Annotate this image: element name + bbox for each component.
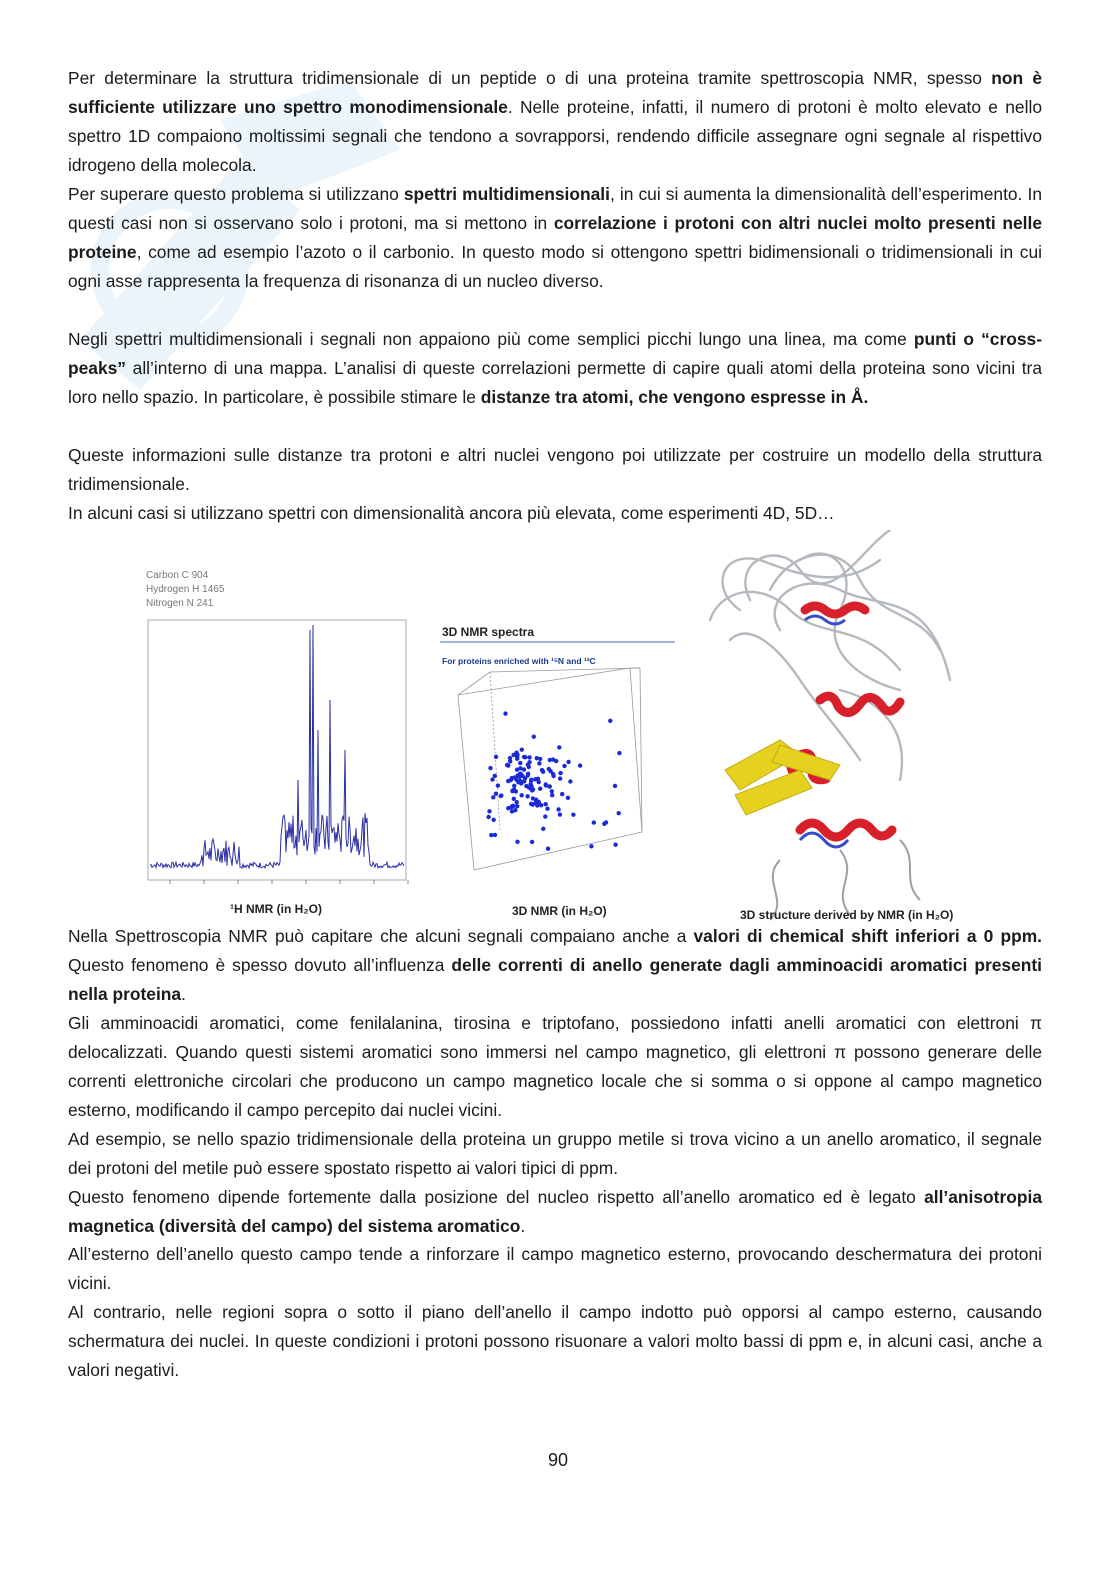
cross-peak (544, 802, 548, 806)
spectrum-frame (148, 620, 406, 880)
cross-peak (515, 800, 519, 804)
paragraph (68, 441, 1042, 499)
paragraph (68, 1183, 1042, 1241)
text-run: All’esterno dell’anello questo campo tende a rinforzare il campo magnetico esterno, provocando deschermatura dei protoni vicini. (68, 1244, 1042, 1293)
paragraph (68, 180, 1042, 296)
cross-peak (512, 784, 516, 788)
text-run: . (181, 984, 186, 1004)
cross-peak (544, 782, 548, 786)
bold-text: all’anisotropia magnetica (diversità del campo) del sistema aromatico (68, 1187, 1042, 1236)
paragraph (68, 64, 1042, 180)
cross-peak (547, 767, 551, 771)
cross-peak (543, 814, 547, 818)
cross-peak (506, 763, 510, 767)
cross-peak (578, 763, 582, 767)
cross-peak (515, 840, 519, 844)
spectrum-x-ticks (170, 880, 408, 884)
nmr-figure (140, 530, 990, 930)
text-run: , in cui si aumenta la dimensionalità dell’esperimento. In questi casi non si osservano solo i protoni, ma si mettono in (68, 184, 1043, 233)
paragraph (68, 499, 1042, 528)
cross-peak (557, 745, 561, 749)
cross-peak (522, 755, 526, 759)
text-run: . Nelle proteine, infatti, il numero di protoni è molto elevato e nello spettro 1D compaiono moltissimi segnali che tendono a sovrapporsi, rendendo difficile assegnare ogni segnale al rispettivo idrogeno della molecola. (68, 97, 1042, 175)
text-run: . (520, 1216, 526, 1236)
panel2-title: 3D NMR spectra (442, 625, 535, 639)
cross-peak (566, 796, 570, 800)
cross-peak (538, 787, 542, 791)
cross-peak (592, 820, 596, 824)
cross-peak (534, 798, 538, 802)
panel-1h-spectrum (146, 570, 408, 884)
bold-text: valori di chemical shift inferiori a 0 ppm. (693, 926, 1042, 946)
text-run: Per determinare la struttura tridimensionale di un peptide o di una proteina tramite spettroscopia NMR, spesso (68, 68, 992, 88)
cross-peak (499, 794, 503, 798)
cross-peak (568, 779, 572, 783)
cross-peak (486, 815, 490, 819)
cross-peak (515, 804, 519, 808)
cross-peak (539, 803, 543, 807)
cross-peak (551, 757, 555, 761)
panel-3d-structure (710, 530, 950, 920)
text-run: Questo fenomeno è spesso dovuto all’influenza (68, 955, 452, 975)
cross-peak (520, 774, 524, 778)
caption-3d-structure: 3D structure derived by NMR (in H₂O) (740, 908, 954, 922)
cross-peak (503, 711, 507, 715)
bold-text: correlazione i protoni con altri nuclei molto presenti nelle proteine (68, 213, 1042, 262)
cross-peak (558, 776, 562, 780)
composition-hydrogen: Hydrogen H 1465 (146, 584, 225, 595)
cross-peak (533, 777, 537, 781)
cross-peak (513, 808, 517, 812)
cross-peak (547, 784, 551, 788)
cross-peak (537, 761, 541, 765)
cross-peak (545, 807, 549, 811)
text-run: , come ad esempio l’azoto o il carbonio. In questo modo si ottengono spettri bidimensionali o tridimensionali in cui ogni asse rappresenta la frequenza di risonanza di un nucleo diverso. (68, 242, 1042, 291)
cross-peak (532, 735, 536, 739)
text-run: In alcuni casi si utilizzano spettri con dimensionalità ancora più elevata, come esperimenti 4D, 5D… (68, 503, 835, 523)
cross-peak (496, 783, 500, 787)
cross-peak (487, 809, 491, 813)
cross-peak (613, 843, 617, 847)
nmr-figure-graphic (140, 530, 990, 930)
text-run: Queste informazioni sulle distanze tra protoni e altri nuclei vengono poi utilizzate per costruire un modello della struttura tridimensionale. (68, 445, 1042, 494)
panel2-subtitle: For proteins enriched with ¹⁵N and ¹³C (442, 656, 596, 666)
cross-peak (537, 780, 541, 784)
coil-ensemble (710, 530, 950, 780)
cross-peak (551, 772, 555, 776)
cross-peak (524, 784, 528, 788)
cross-peak (608, 719, 612, 723)
cross-peak (514, 789, 518, 793)
cross-peak (558, 812, 562, 816)
text-run: Gli amminoacidi aromatici, come fenilalanina, tirosina e triptofano, possiedono infatti anelli aromatici con elettroni π delocalizzati. Quando questi sistemi aromatici sono immersi nel campo magnetico, gli elettroni π possono generare delle correnti elettroniche circolari che producono un campo magnetico locale che si somma o si oppone al campo magnetico esterno, modificando il campo percepito dai nuclei vicini. (68, 1013, 1042, 1120)
cross-peak (617, 751, 621, 755)
cross-peak (562, 764, 566, 768)
cross-peak (527, 760, 531, 764)
cross-peak (527, 755, 531, 759)
cross-peak (512, 797, 516, 801)
cross-peak (516, 774, 520, 778)
cross-peak (589, 844, 593, 848)
text-run: Per superare questo problema si utilizzano (68, 184, 404, 204)
cross-peak (550, 793, 554, 797)
text-run: Questo fenomeno dipende fortemente dalla posizione del nucleo rispetto all’anello aromatico ed è legato (68, 1187, 925, 1207)
cross-peak (541, 827, 545, 831)
paragraph (68, 1125, 1042, 1183)
paragraph (68, 325, 1042, 412)
text-run: Ad esempio, se nello spazio tridimensionale della proteina un gruppo metile si trova vicino a un anello aromatico, il segnale dei protoni del metile può essere spostato rispetto ai valori tipici di ppm. (68, 1129, 1042, 1178)
paragraph (68, 1240, 1042, 1298)
cross-peak (535, 756, 539, 760)
cross-peak (530, 840, 534, 844)
paragraph (68, 922, 1042, 1009)
cross-peak (515, 755, 519, 759)
panel-3d-nmr (440, 625, 675, 870)
cross-peak (558, 771, 562, 775)
text-run: Al contrario, nelle regioni sopra o sotto il piano dell’anello il campo indotto può opporsi al campo esterno, causando schermatura dei nuclei. In queste condizioni i protoni possono risuonare a valori molto bassi di ppm e, in alcuni casi, anche a valori negativi. (68, 1302, 1042, 1380)
cross-peak (488, 766, 492, 770)
text-run: all’interno di una mappa. L’analisi di queste correlazioni permette di capire quali atomi della proteina sono vicini tra loro nello spazio. In particolare, è possibile stimare le (68, 358, 1042, 407)
cross-peak (571, 813, 575, 817)
cross-peak (613, 784, 617, 788)
cross-peak (492, 818, 496, 822)
beta-strands (725, 740, 840, 815)
bold-text: delle correnti di anello generate dagli amminoacidi aromatici presenti nella proteina (68, 955, 1042, 1004)
cross-peak (526, 773, 530, 777)
cross-peak (518, 779, 522, 783)
cross-peak (527, 765, 531, 769)
cross-peak (530, 785, 534, 789)
paragraph (68, 1298, 1042, 1385)
cross-peak (520, 748, 524, 752)
cross-peak (508, 759, 512, 763)
cross-peak (541, 770, 545, 774)
cross-peak (493, 774, 497, 778)
cross-peak (494, 792, 498, 796)
page-number: 90 (547, 1450, 569, 1470)
composition-nitrogen: Nitrogen N 241 (146, 598, 214, 609)
cross-peak (566, 760, 570, 764)
cross-peak (560, 792, 564, 796)
bold-text: spettri multidimensionali (403, 184, 610, 204)
cross-peak (491, 795, 495, 799)
cross-peak (617, 811, 621, 815)
alpha-helices (791, 606, 900, 837)
text-run: Negli spettri multidimensionali i segnali non appaiono più come semplici picchi lungo una linea, ma come (68, 329, 914, 349)
cross-peak (506, 779, 510, 783)
cross-peak (518, 761, 522, 765)
text-run: Nella Spettroscopia NMR può capitare che alcuni segnali compaiano anche a (68, 926, 694, 946)
caption-3d-nmr: 3D NMR (in H₂O) (512, 904, 607, 918)
bold-text: punti o “cross-peaks” (68, 329, 1042, 378)
paragraph (68, 1009, 1042, 1125)
cross-peak (515, 768, 519, 772)
cross-peak (525, 794, 529, 798)
cross-peak (556, 807, 560, 811)
composition-carbon: Carbon C 904 (146, 570, 209, 581)
cross-peak (509, 805, 513, 809)
caption-1h-nmr: ¹H NMR (in H₂O) (230, 902, 322, 916)
cross-peak (604, 820, 608, 824)
cross-peak (550, 789, 554, 793)
cross-peak (494, 755, 498, 759)
cross-peak (490, 777, 494, 781)
cross-peak (489, 833, 493, 837)
cross-peaks (486, 711, 621, 851)
cross-peak (546, 847, 550, 851)
bold-text: distanze tra atomi, che vengono espresse in Å. (480, 387, 869, 407)
cross-peak (520, 793, 524, 797)
bold-text: non è sufficiente utilizzare uno spettro monodimensionale (68, 68, 1043, 117)
